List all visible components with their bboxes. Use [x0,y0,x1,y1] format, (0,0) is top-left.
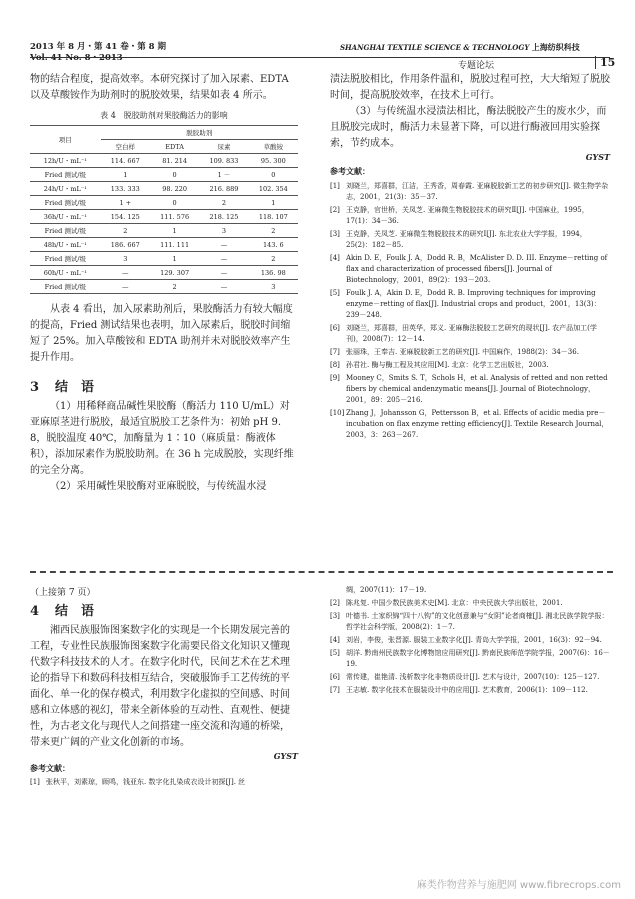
article-divider [30,571,613,573]
header-rule [30,57,610,58]
reference-item [330,598,610,609]
table-cell: 3 [199,224,248,238]
conclusion-paragraph: 湘西民族服饰图案数字化的实现是一个长期发展完善的工程，专业性民族服饰图案数字化需要民俗文化知识又懂现代数字科技技术的人才。在数字化时代，民间艺术在艺术理论的指导下和数码科技相互结合，突破服饰手工艺传统的平面化、单一化的保存模式，利用数字化虚拟的空间感、时间感和立体感的视幻，带来全新体验的互动性、直观性、便捷性，为古老文化与现代人之间搭建一座交流和沟通的桥梁，带来更广阔的产业文化创新的市场。 [30,625,290,748]
table-cell: — [101,280,150,294]
reference-text: 王志敏. 数字化技术在服装设计中的应用[J]. 艺术教育，2006(1)：109－112. [346,686,588,694]
reference-item [330,229,610,251]
reference-item [330,181,610,203]
reference-number: [2] [330,599,340,607]
table-col-header: EDTA [150,140,199,154]
reference-text: Akin D. E，Foulk J. A，Dodd R. B，McAlister D. D. III. Enzyme－retting of flax and characterization of processed fibers[J]. Journal of Biotechnology，2001，89(2)：193－203. [346,254,608,284]
table-cell: 1 [249,196,298,210]
table-cell: 186. 667 [101,238,150,252]
table-cell: 2 [101,224,150,238]
reference-text: 叶德书. 土家织锦“四十八钩”的文化创意兼与“女阴”论者商榷[J]. 湘北民族学院学报：哲学社会科学版，2008(2)：1－7. [346,612,609,631]
gyst-logo: GYST [585,152,610,162]
references-list [330,181,610,441]
journal-title [340,42,580,53]
issue-line-cn: 2013 年 8 月・第 41 卷・第 8 期 [30,42,167,52]
table-cell: 0 [249,168,298,182]
reference-number: [4] [330,254,340,262]
gyst-logo: GYST [273,751,298,761]
table-cell: 81. 214 [150,154,199,168]
references-title: 参考文献： [30,763,70,773]
table-cell: 2 [249,252,298,266]
reference-item [330,672,610,683]
table-row [30,252,298,266]
references-list-cont [330,585,610,696]
reference-number: [1] [30,778,40,786]
reference-number [330,585,346,596]
reference-text: 王克静，关凤芝. 亚麻微生物脱胶技术的研究Ⅰ[J]. 东北农业大学学报，1994，25(2)：182－85. [346,230,587,249]
reference-number: [3] [330,612,340,620]
reference-number: [10] [330,409,345,417]
table-cell: 218. 125 [199,210,248,224]
table-cell: 129. 307 [150,266,199,280]
section-3-heading [30,376,298,395]
table-cell: 3 [249,280,298,294]
reference-number: [5] [330,289,340,297]
table-cell: 2 [249,224,298,238]
table-cell: 118. 107 [249,210,298,224]
reference-text: Zhang J，Johansson G，Pettersson B，et al. Effects of acidic media pre－incubation on flax enzyme retting efficiency[J]. Textile Research Journal，2003，3：263－267. [346,409,609,439]
table-row [30,168,298,182]
section-number: 4 [30,604,40,619]
table-col-header: 尿素 [199,140,248,154]
table-col-header: 草酸铵 [249,140,298,154]
table-row-label: 48h/U・mL⁻¹ [30,238,101,252]
table-cell: 1 + [101,196,150,210]
reference-item [330,253,610,286]
table-cell: 111. 111 [150,238,199,252]
table-cell: 98. 220 [150,182,199,196]
table-cell: 133. 333 [101,182,150,196]
upper-right-column [330,72,610,443]
table-cell: 1 [150,224,199,238]
reference-text: 胡洋. 黔南州民族数字化博物馆应用研究[J]. 黔南民族师范学院学报，2007(6)：16－19. [346,649,610,668]
table-row-label: 24h/U・mL⁻¹ [30,182,101,196]
reference-text: 常传建，崔艳清. 浅析数字化非物质设计[J]. 艺术与设计，2007(10)：125－127. [346,673,600,681]
reference-number: [7] [330,348,340,356]
reference-item [330,648,610,670]
reference-text: 张丽珠，王奉吉. 亚麻脱胶新工艺的研究[J]. 中国麻作，1988(2)：34－36. [346,348,579,356]
table-cell: 136. 98 [249,266,298,280]
enzyme-activity-table [30,125,298,294]
table-col-header: 空白样 [101,140,150,154]
lower-left-column [30,585,298,790]
table-row-label: Fried 测试/级 [30,224,101,238]
reference-item [330,288,610,321]
table-row [30,210,298,224]
reference-text: 刘晓兰，郑喜群，江洁，王秀香，周春霞. 亚麻脱胶新工艺的初步研究[J]. 微生物学杂志，2001，21(3)：35－37. [346,182,609,201]
journal-title-cn: 上海纺织科技 [531,42,580,52]
reference-number: [8] [330,361,340,369]
page-number: 15 [595,56,615,69]
references-list [30,777,298,788]
reference-text: 陈兆复. 中国少数民族美术史[M]. 北京：中央民族大学出版社，2001. [346,599,563,607]
table-cell: — [199,266,248,280]
table-row-label: 60h/U・mL⁻¹ [30,266,101,280]
table-row [30,224,298,238]
journal-issue-info [30,42,166,64]
reference-text: 王克静，官世桥，关凤芝. 亚麻微生物脱胶技术的研究Ⅱ[J]. 中国麻业，1995，17(1)：34－36. [346,206,589,225]
table-cell: 102. 354 [249,182,298,196]
reference-text: 孙君社. 酶与酶工程及其应用[M]. 北京：化学工艺出版社，2003. [346,361,549,369]
table-row [30,154,298,168]
reference-item [330,408,610,441]
reference-number: [7] [330,686,340,694]
section-title: 结 语 [55,380,95,395]
table-header-item: 项目 [30,126,101,154]
section-number: 3 [30,380,40,395]
table-row [30,266,298,280]
table-row-label: Fried 测试/级 [30,280,101,294]
reference-text: 绸，2007(11)：17－19. [346,586,427,594]
references-title: 参考文献： [330,166,370,176]
conclusion-1: （1）用稀释商品碱性果胶酶（酶活力 110 U/mL）对亚麻原茎进行脱胶，最适宜脱胶工艺条件为：初始 pH 9. 8，脱胶温度 40℃，加酶量为 1∶10（麻质量：酶液体积），添加尿素作为脱胶助剂。在 36 h 完成脱胶，实现纤维的完全分离。 [30,401,294,476]
issue-line-en: Vol. 41 No. 8・2013 [30,53,123,63]
journal-title-en: SHANGHAI TEXTILE SCIENCE & TECHNOLOGY [340,43,530,52]
section-4-heading [30,600,298,619]
reference-number: [2] [330,206,340,214]
table-cell: — [199,252,248,266]
table-cell: — [101,266,150,280]
section-title: 结 语 [55,604,95,619]
table-row-label: Fried 测试/级 [30,252,101,266]
table-cell: 114. 667 [101,154,150,168]
table-cell: 1 [101,168,150,182]
lower-right-column [330,585,610,698]
continued-note: （上接第 7 页） [30,588,96,598]
table-cell: 2 [199,196,248,210]
intro-paragraph: 物的结合程度，提高效率。本研究探讨了加入尿素、EDTA 以及草酸铵作为助剂时的脱胶效果，结果如表 4 所示。 [30,74,289,101]
table-row-label: 36h/U・mL⁻¹ [30,210,101,224]
table-row [30,182,298,196]
table-discussion: 从表 4 看出，加入尿素助剂后，果胶酶活力有较大幅度的提高，Fried 测试结果也表明，加入尿素后，脱胶时间缩短了 25%。加入草酸铵和 EDTA 助剂并未对脱胶效率产生提升作用。 [30,304,293,363]
table-caption: 表 4 脱胶助剂对果胶酶活力的影响 [100,111,228,120]
table-cell: 3 [101,252,150,266]
table-cell: 216. 889 [199,182,248,196]
table-cell: 1 － [199,168,248,182]
reference-number: [5] [330,649,340,657]
section-label: 专题论坛 [458,61,495,71]
table-cell: 109. 833 [199,154,248,168]
reference-item [330,685,610,696]
reference-number: [6] [330,324,340,332]
reference-item [330,205,610,227]
conclusion-2: （2）采用碱性果胶酶对亚麻脱胶，与传统温水浸 [50,481,267,492]
conclusion-3: （3）与传统温水浸渍法相比，酶法脱胶产生的废水少，而且脱胶完成时，酶活力未显著下降，可以进行酶液回用实验探索，节约成本。 [330,106,607,149]
table-cell: 143. 6 [249,238,298,252]
reference-text: 张秋平，刘素琼，顾鸣，钱亚东. 数字化扎染成衣设计初探[J]. 丝 [46,778,246,786]
table-cell: 1 [150,252,199,266]
reference-text: Foulk J. A，Akin D. E，Dodd R. B. Improving techniques for improving enzyme－retting of flax[J]. Industrial crops and product，2001，13(3)：239－248. [346,289,601,319]
reference-item [330,611,610,633]
table-row [30,280,298,294]
table-cell: — [199,280,248,294]
reference-item [330,373,610,406]
reference-item [30,777,298,788]
conclusion-2-cont: 渍法脱胶相比，作用条件温和，脱胶过程可控，大大缩短了脱胶时间，提高脱胶效率，在技术上可行。 [330,74,610,101]
table-row-label: Fried 测试/级 [30,168,101,182]
table-cell: 95. 300 [249,154,298,168]
table-cell: 0 [150,168,199,182]
reference-text: Mooney C，Smits S. T，Schols H，et al. Analysis of retted and non retted fibers by chemical andenzymatic means[J]. Journal of Biotechnology，2001，89：205－216. [346,374,608,404]
table-header-group: 脱胶助剂 [101,126,298,140]
reference-number: [3] [330,230,340,238]
reference-number: [1] [330,182,340,190]
reference-item [330,323,610,345]
table-cell: 111. 576 [150,210,199,224]
table-cell: 154. 125 [101,210,150,224]
reference-number: [6] [330,673,340,681]
reference-number: [4] [330,636,340,644]
reference-item [330,585,610,596]
reference-item [330,635,610,646]
table-cell: 0 [150,196,199,210]
table-row [30,196,298,210]
reference-item [330,360,610,371]
table-row-label: Fried 测试/级 [30,196,101,210]
table-row-label: 12h/U・mL⁻¹ [30,154,101,168]
table-cell: 2 [150,280,199,294]
reference-text: 刘晓兰，郑喜群，田英华，郑义. 亚麻酶法脱胶工艺研究的现状[J]. 农产品加工(学刊)，2008(7)：12－14. [346,324,597,343]
upper-left-column [30,72,298,495]
reference-text: 刘岩，李俊，张晋源. 服装工业数字化[J]. 青岛大学学报，2001，16(3)：92－94. [346,636,602,644]
table-cell: — [199,238,248,252]
watermark: 麻类作物营养与施肥网 www.fibrecrops.com [416,880,621,891]
reference-item [330,347,610,358]
reference-number: [9] [330,374,340,382]
table-row [30,238,298,252]
